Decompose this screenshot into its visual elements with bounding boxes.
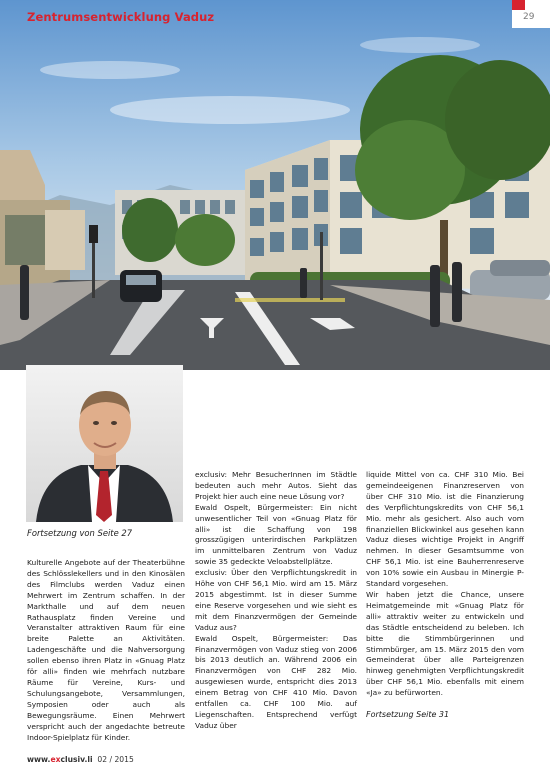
- footer-issue: 02 / 2015: [97, 755, 134, 764]
- article-column-1: [27, 558, 185, 743]
- page-marker: [512, 0, 525, 10]
- street-rendering-illustration: [0, 0, 550, 370]
- portrait-caption: Fortsetzung von Seite 27: [27, 528, 133, 538]
- col3-paragraph-1: liquide Mittel von ca. CHF 310 Mio. Bei gemeindeeigenen Finanzreserven von über CHF 310 Mio. ist die Finanzierung des Verpflichtungskredits von CHF 56,1 Mio. mehr als gesichert. Also auch vom finanziellen Blickwinkel aus gesehen kann Vaduz dieses wichtige Projekt in Angriff nehmen. In dieser Gesamtsumme von CHF 56,1 Mio. ist eine Bauherrenreserve von 10% sowie ein Ausbau in Minergie P-Standard vorgesehen.: [366, 470, 524, 589]
- footer-brand: clusiv.li: [60, 755, 93, 764]
- page-number: 29: [523, 12, 535, 22]
- hero-image: [0, 0, 550, 370]
- col2-question-2: exclusiv: Über den Verpflichtungskredit in Höhe von CHF 56,1 Mio. wird am 15. März 2015 abgestimmt. Ist in dieser Summe eine Reserve vorgesehen und wie sieht es mit dem Finanzvermögen der Gemeinde Vaduz aus?: [195, 568, 357, 632]
- col3-paragraph-2: Wir haben jetzt die Chance, unsere Heimatgemeinde mit «Gnuag Platz för alli» attraktiv weiter zu entwickeln und das Städtle entscheidend zu beleben. Ich bitte die Stimmbürgerinnen und Stimmbürger, am 15. März 2015 den vom Gemeinderat über alle Parteigrenzen hinweg genehmigten Verpflichtungskredit über CHF 56,1 Mio. ebenfalls mit einem «Ja» zu befürworten.: [366, 589, 524, 698]
- col2-answer-1: Ewald Ospelt, Bürgermeister: Ein nicht unwesentlicher Teil von «Gnuag Platz för alli» ist die Schaffung von 198 grosszügigen unterirdischen Parkplätzen im unmittelbaren Zentrum von Vaduz sowie 35 gedeckte Veloabstellplätze.: [195, 502, 357, 567]
- footer-www: www.: [27, 755, 51, 764]
- article-column-2: [195, 470, 357, 732]
- footer: [27, 755, 134, 764]
- col1-paragraph: Kulturelle Angebote auf der Theaterbühne des Schlösslekellers und in den Kinosälen des Filmclubs werden Vaduz einen Mehrwert im Zentrum schaffen. In der Markthalle und auf dem neuen Rathausplatz finden Vereine und Veranstalter attraktiven Raum für eine breite Palette an Aktivitäten. Ladengeschäfte und die Nahversorgung sollen ebenso ihren Platz in «Gnuag Platz för alli» finden wie mehrfach nutzbare Räume für Vereine, Kurs- und Schulungsangebote, Versammlungen, Symposien oder auch als Bewegungsräume. Einen Mehrwert verspricht auch der angedachte betreute Indoor-Spielplatz für Kinder.: [27, 558, 185, 742]
- section-title: Zentrumsentwicklung Vaduz: [27, 10, 215, 24]
- page-number-tab: [512, 0, 550, 28]
- portrait-photo: [26, 365, 183, 522]
- footer-brand-ex: ex: [50, 755, 61, 764]
- col2-question-1: exclusiv: Mehr BesucherInnen im Städtle bedeuten auch mehr Autos. Sieht das Projekt hier auch eine neue Lösung vor?: [195, 470, 357, 501]
- col2-answer-2: Ewald Ospelt, Bürgermeister: Das Finanzvermögen von Vaduz stieg von 2006 bis 2013 deutlich an. Während 2006 ein Finanzvermögen von CHF 282 Mio. ausgewiesen wurde, entspricht dies 2013 einem Betrag von CHF 410 Mio. Davon entfallen ca. CHF 100 Mio. auf Liegenschaften. Entsprechend verfügt Vaduz über: [195, 633, 357, 730]
- article-column-3: [366, 470, 524, 721]
- person-portrait-illustration: [26, 365, 183, 522]
- continuation-note: Fortsetzung Seite 31: [366, 710, 450, 720]
